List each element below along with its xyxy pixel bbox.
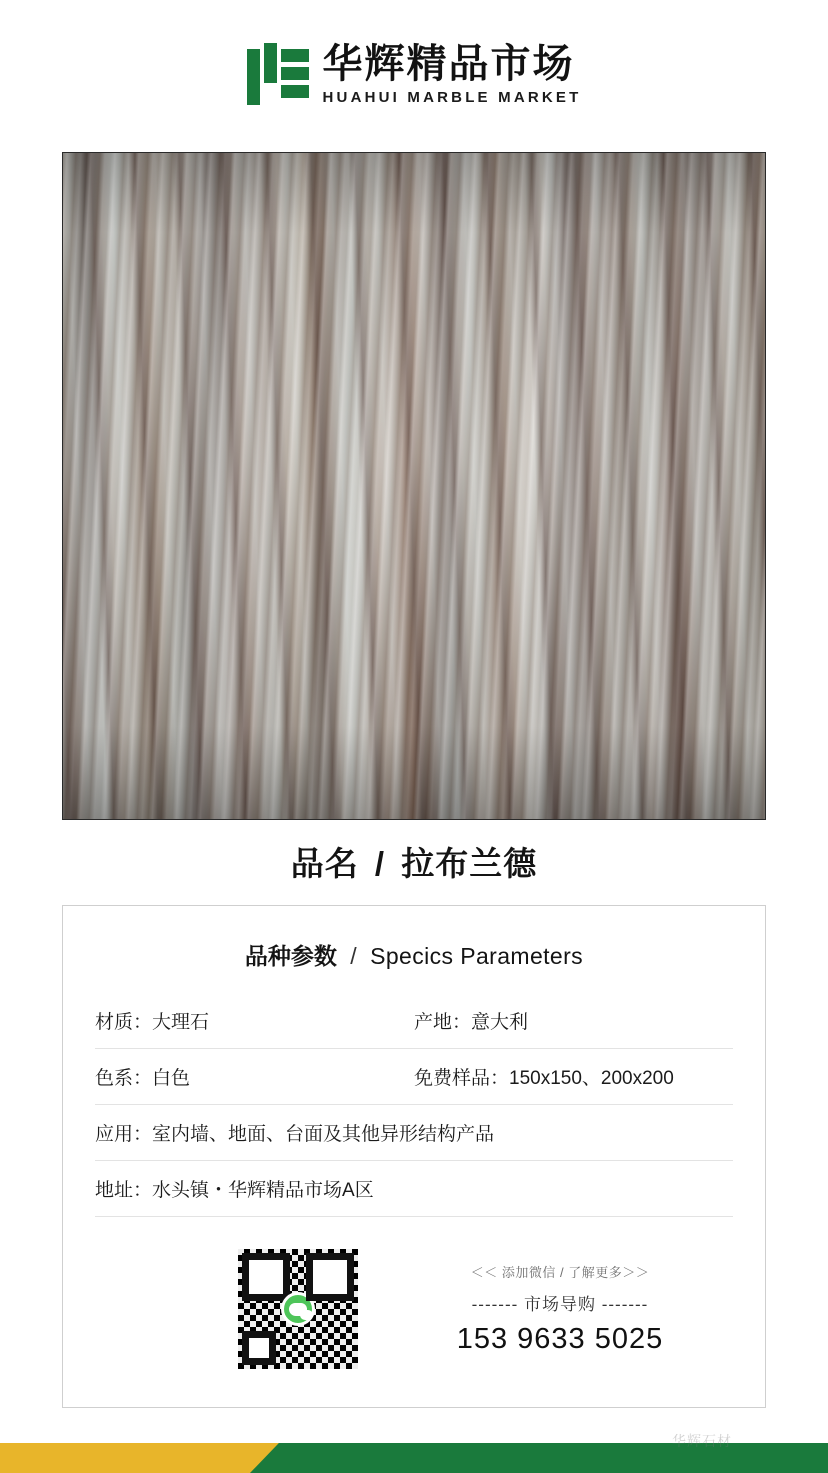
brand-logo-text [323, 43, 582, 106]
wechat-icon [281, 1292, 315, 1326]
spec-value: 意大利 [471, 1012, 529, 1033]
huahui-logo-mark-icon [247, 43, 309, 105]
spec-label: 应用： [95, 1124, 153, 1145]
spec-cell-origin [414, 1007, 733, 1034]
spec-cell-material [95, 1007, 414, 1034]
product-title-separator: / [374, 845, 386, 882]
spec-value: 室内墙、地面、台面及其他异形结构产品 [152, 1124, 495, 1145]
spec-label: 地址： [95, 1180, 153, 1201]
spec-title-cn: 品种参数 [244, 943, 337, 969]
brand-name-en: HUAHUI MARBLE MARKET [322, 88, 582, 106]
spec-card [62, 905, 766, 1408]
footer-accent-green [250, 1443, 828, 1473]
spec-title-en: Specics Parameters [370, 943, 584, 969]
product-name-value: 拉布兰德 [401, 845, 538, 882]
table-row [95, 1105, 733, 1161]
table-row [95, 1049, 733, 1105]
wechat-qr-code-icon[interactable] [235, 1246, 361, 1372]
footer-bar [0, 1427, 828, 1473]
contact-role: ------- 市场导购 ------- [471, 1295, 649, 1314]
spec-label: 产地： [414, 1012, 472, 1033]
spec-cell-color [95, 1063, 414, 1090]
spec-value: 150x150、200x200 [509, 1068, 674, 1089]
product-label: 品名 [290, 845, 359, 882]
spec-value: 水头镇・华辉精品市场A区 [152, 1180, 374, 1201]
page-title [0, 838, 828, 885]
spec-title-separator: / [350, 943, 357, 969]
contact-block [95, 1246, 733, 1372]
table-row [95, 993, 733, 1049]
contact-text [387, 1262, 733, 1356]
brand-logo [247, 43, 582, 106]
spec-rows [95, 993, 733, 1217]
spec-card-title [95, 938, 733, 971]
product-image [62, 152, 766, 820]
spec-label: 色系： [95, 1068, 153, 1089]
spec-value: 白色 [152, 1068, 191, 1089]
spec-cell-application [95, 1119, 733, 1146]
spec-cell-address [95, 1175, 733, 1202]
table-row [95, 1161, 733, 1217]
spec-cell-free-sample [414, 1063, 733, 1090]
footer-watermark: 华辉石材 [672, 1433, 732, 1449]
spec-label: 材质： [95, 1012, 153, 1033]
spec-label: 免费样品： [414, 1068, 510, 1089]
contact-subtitle: ＜＜ 添加微信 / 了解更多＞＞ [470, 1265, 650, 1280]
brand-header [0, 0, 828, 148]
spec-value: 大理石 [152, 1012, 210, 1033]
brand-name-cn: 华辉精品市场 [322, 41, 575, 86]
contact-phone[interactable]: 153 9633 5025 [456, 1323, 664, 1355]
marble-shading-overlay [63, 153, 765, 819]
